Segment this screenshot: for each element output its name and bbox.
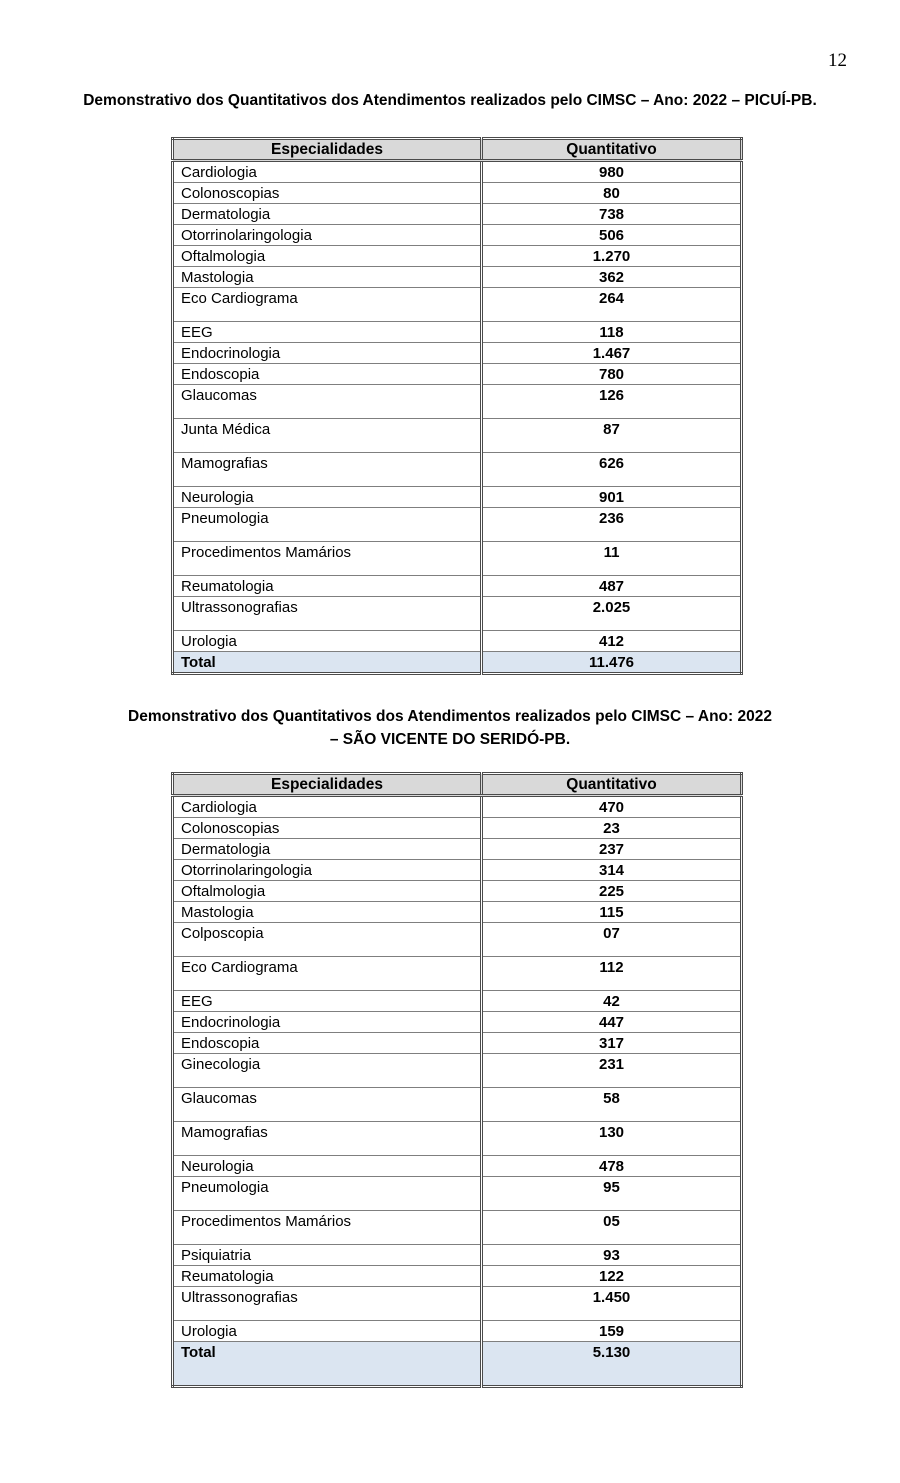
- quantitativo-cell: 1.450: [482, 1287, 742, 1321]
- especialidade-cell: Reumatologia: [173, 576, 482, 597]
- quantitativo-cell: 05: [482, 1211, 742, 1245]
- quantitativo-cell: 780: [482, 364, 742, 385]
- especialidade-cell: Mamografias: [173, 1122, 482, 1156]
- table-row: [173, 597, 742, 631]
- table1-title: Demonstrativo dos Quantitativos dos Atendimentos realizados pelo CIMSC – Ano: 2022 – PICUÍ-PB.: [83, 92, 817, 109]
- especialidade-cell: Procedimentos Mamários: [173, 1211, 482, 1245]
- table2-total-row: [173, 1342, 742, 1387]
- especialidade-cell: Pneumologia: [173, 508, 482, 542]
- quantitativo-cell: 11: [482, 542, 742, 576]
- especialidade-cell: Mastologia: [173, 902, 482, 923]
- especialidade-cell: Mastologia: [173, 267, 482, 288]
- especialidade-cell: Dermatologia: [173, 204, 482, 225]
- especialidade-cell: Oftalmologia: [173, 246, 482, 267]
- quantitativo-cell: 93: [482, 1245, 742, 1266]
- table1-total-value: 11.476: [482, 652, 742, 674]
- especialidade-cell: Otorrinolaringologia: [173, 860, 482, 881]
- quantitativo-cell: 237: [482, 839, 742, 860]
- especialidade-cell: Procedimentos Mamários: [173, 542, 482, 576]
- especialidade-cell: EEG: [173, 991, 482, 1012]
- table-row: [173, 796, 742, 818]
- especialidade-cell: Endocrinologia: [173, 343, 482, 364]
- table-row: [173, 1177, 742, 1211]
- especialidade-cell: Cardiologia: [173, 161, 482, 183]
- especialidade-cell: Dermatologia: [173, 839, 482, 860]
- especialidade-cell: Pneumologia: [173, 1177, 482, 1211]
- table-row: [173, 225, 742, 246]
- table-row: [173, 385, 742, 419]
- quantitativo-cell: 225: [482, 881, 742, 902]
- especialidade-cell: Endoscopia: [173, 364, 482, 385]
- quantitativo-cell: 118: [482, 322, 742, 343]
- especialidade-cell: Neurologia: [173, 487, 482, 508]
- table-row: [173, 1156, 742, 1177]
- quantitativo-cell: 901: [482, 487, 742, 508]
- quantitativo-cell: 362: [482, 267, 742, 288]
- quantitativo-cell: 115: [482, 902, 742, 923]
- table-row: [173, 508, 742, 542]
- quantitativo-cell: 478: [482, 1156, 742, 1177]
- table2-total-value: 5.130: [482, 1342, 742, 1387]
- table-row: [173, 1122, 742, 1156]
- quantitativo-cell: 07: [482, 923, 742, 957]
- especialidade-cell: Glaucomas: [173, 385, 482, 419]
- table-row: [173, 1211, 742, 1245]
- quantitativo-cell: 126: [482, 385, 742, 419]
- quantitativo-cell: 447: [482, 1012, 742, 1033]
- quantitativo-cell: 738: [482, 204, 742, 225]
- table-row: [173, 1266, 742, 1287]
- quantitativo-cell: 487: [482, 576, 742, 597]
- table-row: [173, 1245, 742, 1266]
- table-row: [173, 487, 742, 508]
- quantitativo-cell: 980: [482, 161, 742, 183]
- table-row: [173, 246, 742, 267]
- table-row: [173, 576, 742, 597]
- especialidade-cell: Eco Cardiograma: [173, 288, 482, 322]
- table-row: [173, 860, 742, 881]
- especialidade-cell: Urologia: [173, 1321, 482, 1342]
- table-row: [173, 419, 742, 453]
- table-row: [173, 204, 742, 225]
- especialidade-cell: Ultrassonografias: [173, 597, 482, 631]
- table-row: [173, 1012, 742, 1033]
- quantitativo-cell: 1.270: [482, 246, 742, 267]
- especialidade-cell: Urologia: [173, 631, 482, 652]
- especialidade-cell: Ultrassonografias: [173, 1287, 482, 1321]
- quantitativo-cell: 130: [482, 1122, 742, 1156]
- quantitativo-cell: 626: [482, 453, 742, 487]
- quantitativo-cell: 470: [482, 796, 742, 818]
- table2-title: [40, 705, 860, 751]
- especialidade-cell: Colonoscopias: [173, 183, 482, 204]
- quantitativo-cell: 506: [482, 225, 742, 246]
- table-row: [173, 183, 742, 204]
- table1-total-row: [173, 652, 742, 674]
- especialidade-cell: Ginecologia: [173, 1054, 482, 1088]
- quantitativo-cell: 122: [482, 1266, 742, 1287]
- quantitativo-cell: 314: [482, 860, 742, 881]
- table-sao-vicente: [171, 772, 743, 1388]
- table-row: [173, 1287, 742, 1321]
- quantitativo-cell: 87: [482, 419, 742, 453]
- quantitativo-cell: 317: [482, 1033, 742, 1054]
- especialidade-cell: Endocrinologia: [173, 1012, 482, 1033]
- table-row: [173, 343, 742, 364]
- quantitativo-cell: 412: [482, 631, 742, 652]
- especialidade-cell: Otorrinolaringologia: [173, 225, 482, 246]
- table-row: [173, 991, 742, 1012]
- table-row: [173, 1088, 742, 1122]
- table-row: [173, 923, 742, 957]
- table-row: [173, 839, 742, 860]
- table-row: [173, 267, 742, 288]
- especialidade-cell: Cardiologia: [173, 796, 482, 818]
- especialidade-cell: Reumatologia: [173, 1266, 482, 1287]
- table-row: [173, 881, 742, 902]
- especialidade-cell: Colonoscopias: [173, 818, 482, 839]
- especialidade-cell: Oftalmologia: [173, 881, 482, 902]
- table-row: [173, 542, 742, 576]
- especialidade-cell: Neurologia: [173, 1156, 482, 1177]
- table-row: [173, 1321, 742, 1342]
- table-row: [173, 1033, 742, 1054]
- table2-col-header-quantitativo: Quantitativo: [482, 774, 742, 796]
- table2-title-line1: Demonstrativo dos Quantitativos dos Atendimentos realizados pelo CIMSC – Ano: 2022: [128, 708, 772, 725]
- table2-title-line2: – SÃO VICENTE DO SERIDÓ-PB.: [329, 731, 571, 748]
- table1-header-row: [173, 139, 742, 161]
- especialidade-cell: Endoscopia: [173, 1033, 482, 1054]
- quantitativo-cell: 42: [482, 991, 742, 1012]
- especialidade-cell: Glaucomas: [173, 1088, 482, 1122]
- table-row: [173, 631, 742, 652]
- table-row: [173, 288, 742, 322]
- table-picui: [171, 137, 743, 675]
- table1-col-header-especialidades: Especialidades: [173, 139, 482, 161]
- table-row: [173, 161, 742, 183]
- table-row: [173, 322, 742, 343]
- quantitativo-cell: 112: [482, 957, 742, 991]
- quantitativo-cell: 58: [482, 1088, 742, 1122]
- table1-total-label: Total: [173, 652, 482, 674]
- especialidade-cell: Mamografias: [173, 453, 482, 487]
- especialidade-cell: Junta Médica: [173, 419, 482, 453]
- quantitativo-cell: 231: [482, 1054, 742, 1088]
- quantitativo-cell: 264: [482, 288, 742, 322]
- table-row: [173, 902, 742, 923]
- table2-header-row: [173, 774, 742, 796]
- table-row: [173, 1054, 742, 1088]
- especialidade-cell: Eco Cardiograma: [173, 957, 482, 991]
- table1-col-header-quantitativo: Quantitativo: [482, 139, 742, 161]
- quantitativo-cell: 23: [482, 818, 742, 839]
- table2-total-label: Total: [173, 1342, 482, 1387]
- table-row: [173, 364, 742, 385]
- table2-col-header-especialidades: Especialidades: [173, 774, 482, 796]
- quantitativo-cell: 95: [482, 1177, 742, 1211]
- especialidade-cell: EEG: [173, 322, 482, 343]
- especialidade-cell: Psiquiatria: [173, 1245, 482, 1266]
- especialidade-cell: Colposcopia: [173, 923, 482, 957]
- table-row: [173, 957, 742, 991]
- page-number: 12: [828, 50, 847, 71]
- quantitativo-cell: 80: [482, 183, 742, 204]
- quantitativo-cell: 159: [482, 1321, 742, 1342]
- table-row: [173, 818, 742, 839]
- table-row: [173, 453, 742, 487]
- quantitativo-cell: 1.467: [482, 343, 742, 364]
- quantitativo-cell: 2.025: [482, 597, 742, 631]
- quantitativo-cell: 236: [482, 508, 742, 542]
